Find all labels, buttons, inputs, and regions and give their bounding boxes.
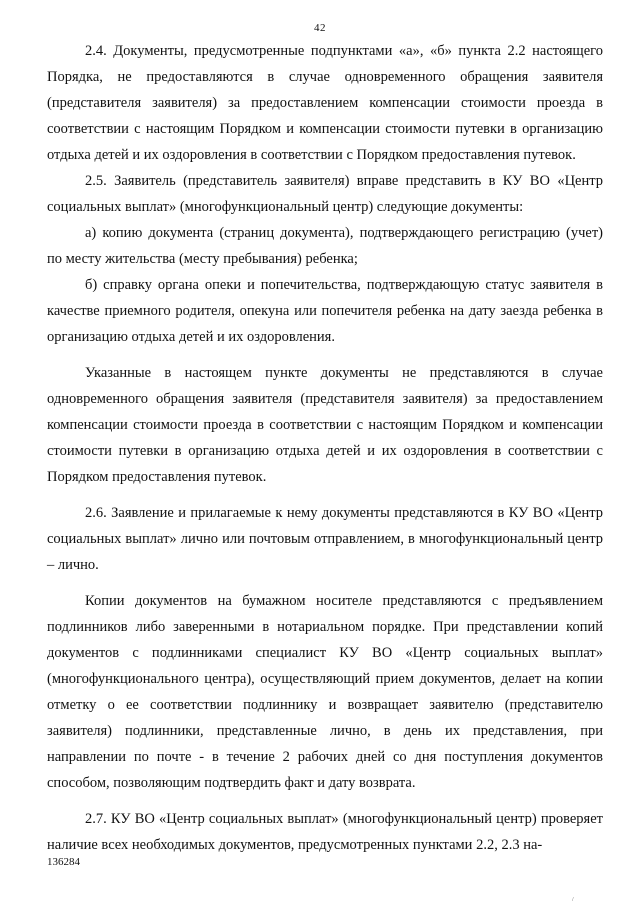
paragraph-note: Указанные в настоящем пункте документы не представляются в случае одновременного обращения заявителя (представителя заявителя) за предоставлением компенсации стоимости проезда в соответствии с настоящим Порядком и компенсации стоимости путевки в организацию отдыха детей и их оздоровления в соответствии с Порядком предоставления путевок.: [47, 365, 603, 485]
document-body: [47, 38, 603, 858]
corner-mark: /: [572, 897, 574, 903]
paragraph-2-4: 2.4. Документы, предусмотренные подпунктами «а», «б» пункта 2.2 настоящего Порядка, не предоставляются в случае одновременного обращения заявителя (представителя заявителя) за предоставлением компенсации стоимости проезда в соответствии с настоящим Порядком и компенсации стоимости путевки в организацию отдыха детей и их оздоровления в соответствии с Порядком предоставления путевок.: [47, 43, 603, 163]
paragraph-copies: Копии документов на бумажном носителе представляются с предъявлением подлинников либо заверенными в нотариальном порядке. При представлении копий документов с подлинниками специалист КУ ВО «Центр социальных выплат» (многофункционального центра), осуществляющий прием документов, делает на копии отметку о ее соответствии подлиннику и возвращает заявителю (представителю заявителя) подлинники, представленные лично, в день их представления, при направлении по почте - в течение 2 рабочих дней со дня поступления документов способом, позволяющим подтвердить факт и дату возврата.: [47, 593, 603, 791]
list-item-b: б) справку органа опеки и попечительства, подтверждающую статус заявителя в качестве приемного родителя, опекуна или попечителя ребенка на дату заезда ребенка в организацию отдыха детей и их оздоровления.: [47, 277, 603, 345]
paragraph-2-6: 2.6. Заявление и прилагаемые к нему документы представляются в КУ ВО «Центр социальных выплат» лично или почтовым отправлением, в многофункциональный центр – лично.: [47, 505, 603, 573]
list-item-a: а) копию документа (страниц документа), подтверждающего регистрацию (учет) по месту жительства (месту пребывания) ребенка;: [47, 225, 603, 267]
paragraph-2-7: 2.7. КУ ВО «Центр социальных выплат» (многофункциональный центр) проверяет наличие всех необходимых документов, предусмотренных пунктами 2.2, 2.3 на-: [47, 811, 603, 853]
page-number: 42: [314, 22, 326, 34]
document-code: 136284: [47, 856, 80, 868]
paragraph-2-5: 2.5. Заявитель (представитель заявителя) вправе представить в КУ ВО «Центр социальных выплат» (многофункциональный центр) следующие документы:: [47, 173, 603, 215]
